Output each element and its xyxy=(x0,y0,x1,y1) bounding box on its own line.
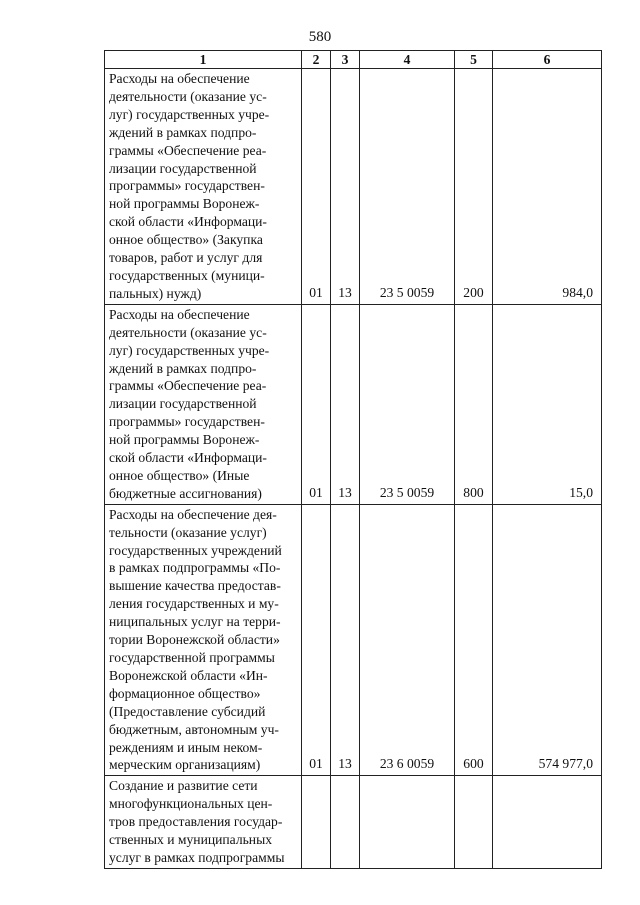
description-line: ждений в рамках подпро- xyxy=(109,360,257,376)
table-header-row xyxy=(105,51,602,69)
expense-type-code xyxy=(455,776,493,869)
description-line: луг) государственных учре- xyxy=(109,342,270,358)
description-line: тельности (оказание услуг) xyxy=(109,524,267,540)
amount-value xyxy=(493,776,602,869)
description-line: деятельности (оказание ус- xyxy=(109,88,267,104)
description-line: тории Воронежской области» xyxy=(109,632,280,648)
description-line: товаров, работ и услуг для xyxy=(109,250,263,266)
column-header: 2 xyxy=(302,51,331,69)
target-article-code xyxy=(360,776,455,869)
description-line: луг) государственных учре- xyxy=(109,106,270,122)
subsection-code: 13 xyxy=(331,504,360,776)
description-line: ской области «Информаци- xyxy=(109,214,267,230)
description-line: формационное общество» xyxy=(109,685,261,701)
page-number: 580 xyxy=(308,29,332,45)
description-line: Расходы на обеспечение дея- xyxy=(109,506,277,522)
description-line: государственных (муници- xyxy=(109,267,265,283)
table-row xyxy=(105,504,602,776)
description-line: вышение качества предостав- xyxy=(109,578,281,594)
description-line: мерческим организациям) xyxy=(109,757,261,773)
expense-description xyxy=(105,69,302,305)
description-line: деятельности (оказание ус- xyxy=(109,324,267,340)
description-line: Расходы на обеспечение xyxy=(109,306,250,322)
description-line: государственных учреждений xyxy=(109,542,282,558)
description-line: государственной программы xyxy=(109,650,275,665)
description-line: ления государственных и му- xyxy=(109,596,279,612)
description-line: ной программы Воронеж- xyxy=(109,432,260,448)
description-line: ждений в рамках подпро- xyxy=(109,124,257,140)
budget-table xyxy=(104,50,602,869)
expense-type-code: 200 xyxy=(455,69,493,305)
description-line: ственных и муниципальных xyxy=(109,832,273,848)
description-line: лизации государственной xyxy=(109,396,257,412)
description-line: бюджетным, автономным уч- xyxy=(109,721,279,737)
description-line: многофункциональных цен- xyxy=(109,796,273,812)
subsection-code: 13 xyxy=(331,69,360,305)
description-line: лизации государственной xyxy=(109,160,257,176)
expense-type-code: 600 xyxy=(455,504,493,776)
description-line: пальных) нужд) xyxy=(109,285,202,301)
description-line: граммы «Обеспечение реа- xyxy=(109,378,267,394)
table-row xyxy=(105,69,602,305)
amount-value: 15,0 xyxy=(493,304,602,504)
target-article-code: 23 5 0059 xyxy=(360,304,455,504)
table-row xyxy=(105,304,602,504)
description-line: тров предоставления государ- xyxy=(109,814,283,830)
description-line: Воронежской области «Ин- xyxy=(109,667,268,683)
description-line: онное общество» (Закупка xyxy=(109,232,263,248)
column-header: 6 xyxy=(493,51,602,69)
table-body xyxy=(105,69,602,869)
target-article-code: 23 6 0059 xyxy=(360,504,455,776)
amount-value: 574 977,0 xyxy=(493,504,602,776)
column-header: 1 xyxy=(105,51,302,69)
subsection-code xyxy=(331,776,360,869)
column-header: 5 xyxy=(455,51,493,69)
description-line: ской области «Информаци- xyxy=(109,450,267,466)
section-code xyxy=(302,776,331,869)
description-line: реждениям и иным неком- xyxy=(109,739,263,755)
description-line: (Предоставление субсидий xyxy=(109,703,266,719)
description-line: в рамках подпрограммы «По- xyxy=(109,560,281,576)
column-header: 4 xyxy=(360,51,455,69)
section-code: 01 xyxy=(302,504,331,776)
description-line: бюджетные ассигнования) xyxy=(109,485,262,501)
target-article-code: 23 5 0059 xyxy=(360,69,455,305)
description-line: онное общество» (Иные xyxy=(109,467,250,483)
description-line: ниципальных услуг на терри- xyxy=(109,614,281,630)
amount-value: 984,0 xyxy=(493,69,602,305)
table-row xyxy=(105,776,602,869)
description-line: программы» государствен- xyxy=(109,414,265,430)
description-line: граммы «Обеспечение реа- xyxy=(109,142,267,158)
description-line: программы» государствен- xyxy=(109,178,265,194)
description-line: услуг в рамках подпрограммы xyxy=(109,849,285,865)
description-line: Создание и развитие сети xyxy=(109,778,258,794)
section-code: 01 xyxy=(302,69,331,305)
subsection-code: 13 xyxy=(331,304,360,504)
expense-type-code: 800 xyxy=(455,304,493,504)
section-code: 01 xyxy=(302,304,331,504)
description-line: ной программы Воронеж- xyxy=(109,196,260,212)
expense-description xyxy=(105,304,302,504)
description-line: Расходы на обеспечение xyxy=(109,71,250,86)
expense-description xyxy=(105,776,302,869)
column-header: 3 xyxy=(331,51,360,69)
expense-description xyxy=(105,504,302,776)
